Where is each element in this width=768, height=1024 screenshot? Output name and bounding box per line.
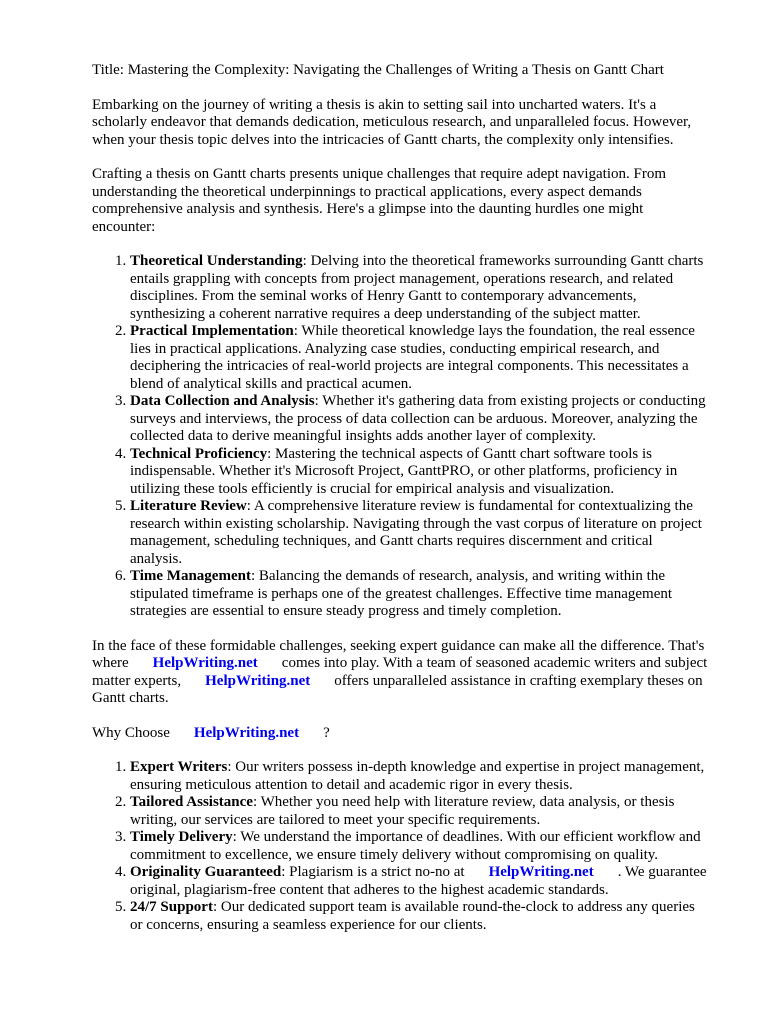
list-item-term: Literature Review: [130, 498, 247, 514]
challenges-intro-paragraph: Crafting a thesis on Gantt charts presents unique challenges that require adept navigation. From understanding the theoretical underpinnings to practical applications, every aspect demands comprehensive analysis and synthesis. Here's a glimpse into the daunting hurdles one might encounter:: [92, 166, 667, 235]
list-item: 3. Timely Delivery: We understand the importance of deadlines. With our efficient workflow and commitment to excellence, we ensure timely delivery without compromising on quality.: [130, 829, 708, 864]
list-item-text: A comprehensive literature review is fundamental for contextualizing the research within existing scholarship. Navigating through the vast corpus of literature on project management, scheduling techniques, and Gantt charts requires discernment and critical analysis.: [130, 498, 702, 567]
helpwriting-link[interactable]: HelpWriting.net: [152, 655, 258, 671]
list-item-term: Time Management: [130, 568, 251, 584]
document-title: Title: Mastering the Complexity: Navigating the Challenges of Writing a Thesis on Gantt Chart: [92, 62, 664, 78]
intro-paragraph: Embarking on the journey of writing a thesis is akin to setting sail into uncharted waters. It's a scholarly endeavor that demands dedication, meticulous research, and unparalleled focus. However, when your thesis topic delves into the intricacies of Gantt charts, the complexity only intensifies.: [92, 96, 692, 148]
list-item-term: Data Collection and Analysis: [130, 393, 315, 409]
list-item-term: Tailored Assistance: [130, 794, 253, 810]
list-item: 2. Tailored Assistance: Whether you need help with literature review, data analysis, or thesis writing, our services are tailored to meet your specific requirements.: [130, 794, 708, 829]
list-item-term: Technical Proficiency: [130, 445, 268, 462]
list-item-term: Theoretical Understanding: [130, 253, 303, 269]
list-item: 6. Time Management: Balancing the demands of research, analysis, and writing within the stipulated timeframe is perhaps one of the greatest challenges. Effective time management strategies are essential to ensure steady progress and timely completion.: [130, 568, 708, 621]
list-item-text: We understand the importance of deadlines. With our efficient workflow and commitment to excellence, we ensure timely delivery without compromising on quality.: [130, 829, 701, 863]
why-choose-heading: Why Choose HelpWriting.net ?: [92, 724, 330, 741]
helpwriting-link[interactable]: HelpWriting.net: [488, 864, 594, 880]
list-item: 4. Originality Guaranteed: Plagiarism is a strict no-no at HelpWriting.net . We guarantee original, plagiarism-free content that adheres to the highest academic standards.: [130, 864, 708, 899]
list-item: 4. Technical Proficiency: Mastering the technical aspects of Gantt chart software tools is indispensable. Whether it's Microsoft Project, GanttPRO, or other platforms, proficiency in utilizing these tools efficiently is crucial for empirical analysis and visualization.: [130, 446, 708, 499]
list-item-term: Practical Implementation: [130, 323, 294, 339]
list-item-text: Our dedicated support team is available round-the-clock to address any queries or concerns, ensuring a seamless experience for our clients.: [130, 899, 695, 933]
reasons-list: [92, 759, 708, 934]
list-item: 5. Literature Review: A comprehensive literature review is fundamental for contextualizing the research within existing scholarship. Navigating through the vast corpus of literature on project management, scheduling techniques, and Gantt charts requires discernment and critical analysis.: [130, 498, 708, 568]
list-item: 2. Practical Implementation: While theoretical knowledge lays the foundation, the real essence lies in practical applications. Analyzing case studies, conducting empirical research, and deciphering the intricacies of real-world projects are integral components. This necessitates a blend of analytical skills and practical acumen.: [130, 323, 708, 393]
challenges-list: [92, 253, 708, 621]
list-item-text: While theoretical knowledge lays the foundation, the real essence lies in practical applications. Analyzing case studies, conducting empirical research, and deciphering the intricacies of real-world projects are integral components. This necessitates a blend of analytical skills and practical acumen.: [130, 323, 695, 392]
list-item: 5. 24/7 Support: Our dedicated support team is available round-the-clock to address any queries or concerns, ensuring a seamless experience for our clients.: [130, 899, 708, 934]
helpwriting-link[interactable]: HelpWriting.net: [205, 672, 311, 689]
list-item-text: Whether it's gathering data from existing projects or conducting surveys and interviews, the process of data collection can be arduous. Moreover, analyzing the collected data to derive meaningful insights adds another layer of complexity.: [130, 393, 706, 444]
list-item: 1. Theoretical Understanding: Delving into the theoretical frameworks surrounding Gantt charts entails grappling with concepts from project management, operations research, and related disciplines. From the seminal works of Henry Gantt to contemporary advancements, synthesizing a coherent narrative requires a deep understanding of the subject matter.: [130, 253, 708, 323]
list-item-text: Whether you need help with literature review, data analysis, or thesis writing, our services are tailored to meet your specific requirements.: [130, 794, 675, 828]
list-item-text: Mastering the technical aspects of Gantt chart software tools is indispensable. Whether it's Microsoft Project, GanttPRO, or other platforms, proficiency in utilizing these tools efficiently is crucial for empirical analysis and visualization.: [130, 445, 678, 497]
guidance-paragraph: In the face of these formidable challenges, seeking expert guidance can make all the difference. That's where HelpWriting.net comes into play. With a team of seasoned academic writers and subject matter experts, HelpWriting.net offers unparalleled assistance in crafting exemplary theses on Gantt charts.: [92, 637, 708, 706]
list-item-term: Timely Delivery: [130, 829, 233, 845]
list-item: 3. Data Collection and Analysis: Whether it's gathering data from existing projects or conducting surveys and interviews, the process of data collection can be arduous. Moreover, analyzing the collected data to derive meaningful insights adds another layer of complexity.: [130, 393, 708, 446]
list-item-term: Originality Guaranteed: [130, 864, 282, 880]
list-item-text: Our writers possess in-depth knowledge and expertise in project management, ensuring meticulous attention to detail and academic rigor in every thesis.: [130, 759, 705, 793]
list-item-text: Balancing the demands of research, analysis, and writing within the stipulated timeframe is perhaps one of the greatest challenges. Effective time management strategies are essential to ensure steady progress and timely completion.: [130, 568, 673, 619]
list-item-text: Delving into the theoretical frameworks surrounding Gantt charts entails grappling with concepts from project management, operations research, and related disciplines. From the seminal works of Henry Gantt to contemporary advancements, synthesizing a coherent narrative requires a deep understanding of the subject matter.: [130, 253, 704, 322]
helpwriting-link[interactable]: HelpWriting.net: [193, 724, 300, 741]
list-item: 1. Expert Writers: Our writers possess in-depth knowledge and expertise in project management, ensuring meticulous attention to detail and academic rigor in every thesis.: [130, 759, 708, 794]
list-item-term: Expert Writers: [130, 759, 228, 775]
list-item-term: 24/7 Support: [130, 899, 213, 915]
